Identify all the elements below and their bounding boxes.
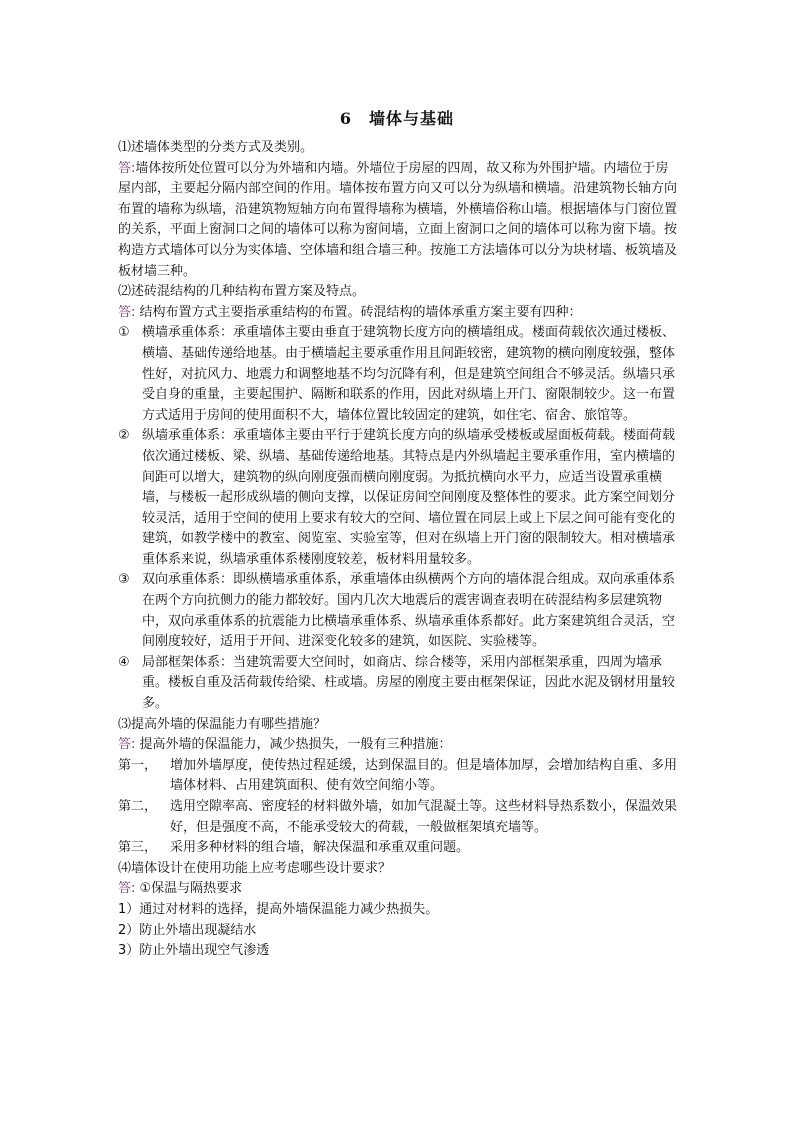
answer-1-text: 墙体按所处位置可以分为外墙和内墙。外墙位于房屋的四周，故又称为外围护墙。内墙位于房屋内部，主要起分隔内部空间的作用。墙体按布置方向又可以分为纵墙和横墙。沿建筑物长轴方向布置的墙称为纵墙，沿建筑物短轴方向布置得墙称为横墙，外横墙俗称山墙。根据墙体与门窗位置的关系，平面上窗洞口之间的墙体可以称为窗间墙，立面上窗洞口之间的墙体可以称为窗下墙。按构造方式墙体可以分为实体墙、空体墙和组合墙三种。按施工方法墙体可以分为块材墙、板筑墙及板材墙三种。: [118, 160, 678, 279]
answer-1: [118, 159, 678, 283]
list-item: [118, 653, 678, 715]
list-item: 1）通过对材料的选择，提高外墙保温能力减少热损失。: [118, 901, 439, 917]
list-text: 纵墙承重体系：承重墙体主要由平行于建筑长度方向的纵墙承受楼板或屋面板荷载。楼面荷载依次通过楼板、梁、纵墙、基础传递给地基。其特点是内外纵墙起主要承重作用，室内横墙的间距可以增大，建筑物的纵向刚度强而横向刚度弱。为抵抗横向水平力，应适当设置承重横墙，与楼板一起形成纵墙的侧向支撑，以保证房间空间刚度及整体性的要求。此方案空间划分较灵活，适用于空间的使用上要求有较大的空间、墙位置在同层上或上下层之间可能有变化的建筑，如教学楼中的教室、阅览室、实验室等，但对在纵墙上开门窗的限制较大。相对横墙承重体系来说，纵墙承重体系楼刚度较差，板材料用量较多。: [142, 428, 676, 567]
list-marker: 第三，: [118, 840, 158, 856]
question-3: ⑶提高外墙的保温能力有哪些措施？: [118, 716, 327, 732]
list-item: [118, 570, 678, 652]
answer-label: 答:: [118, 304, 136, 320]
answer-3: [118, 735, 678, 756]
list-text: 双向承重体系：即纵横墙承重体系，承重墙体由纵横两个方向的墙体混合组成。双向承重体系在两个方向抗侧力的能力都较好。国内几次大地震后的震害调查表明在砖混结构多层建筑物中，双向承重体系的抗震能力比横墙承重体系、纵墙承重体系都好。此方案建筑组合灵活，空间刚度较好，适用于开间、进深变化较多的建筑，如医院、实验楼等。: [142, 572, 676, 650]
page-title: 6 墙体与基础: [339, 109, 455, 128]
answer-2: [118, 303, 678, 324]
list-text: 横墙承重体系：承重墙体主要由垂直于建筑物长度方向的横墙组成。楼面荷载依次通过楼板、横墙、基础传递给地基。由于横墙起主要承重作用且间距较密，建筑物的横向刚度较强，整体性好，对抗风力、地震力和调整地基不均匀沉降有利，但是建筑空间组合不够灵活。纵墙只承受自身的重量，主要起围护、隔断和联系的作用，因此对纵墙上开门、窗限制较少。这一布置方式适用于房间的使用面积不大，墙体位置比较固定的建筑，如住宅、宿舍、旅馆等。: [142, 325, 676, 423]
list-text: 采用多种材料的组合墙，解决保温和承重双重问题。: [170, 840, 470, 856]
list-item: [118, 838, 678, 859]
list-marker: ④: [118, 654, 130, 670]
list-item: [118, 756, 678, 797]
answer-label: 答:: [118, 881, 136, 897]
list-marker: ③: [118, 572, 130, 588]
question-2: ⑵述砖混结构的几种结构布置方案及特点。: [118, 284, 366, 300]
list-text: 局部框架体系：当建筑需要大空间时，如商店、综合楼等，采用内部框架承重，四周为墙承重。楼板自重及活荷载传给梁、柱或墙。房屋的刚度主要由框架保证，因此水泥及钢材用量较多。: [142, 654, 676, 712]
list-item: [118, 426, 678, 570]
answer-3-text: 提高外墙的保温能力，减少热损失，一般有三种措施：: [135, 737, 452, 753]
answer-2-text: 结构布置方式主要指承重结构的布置。砖混结构的墙体承重方案主要有四种：: [135, 304, 582, 320]
list-item: [118, 797, 678, 838]
list-text: 增加外墙厚度，使传热过程延缓，达到保温目的。但是墙体加厚，会增加结构自重、多用墙体材料、占用建筑面积、使有效空间缩小等。: [170, 757, 678, 794]
list-marker: 第一，: [118, 757, 158, 773]
document-body: [118, 138, 678, 962]
list-marker: 第二，: [118, 799, 158, 814]
answer-4-text: ①保温与隔热要求: [135, 881, 243, 897]
list-marker: ①: [118, 325, 130, 341]
answer-4: [118, 879, 678, 900]
list-text: 选用空隙率高、密度轻的材料做外墙，如加气混凝土等。这些材料导热系数小，保温效果好，但是强度不高，不能承受较大的荷载，一般做框架填充墙等。: [170, 799, 678, 835]
list-marker: ②: [118, 428, 130, 444]
question-1: ⑴述墙体类型的分类方式及类别。: [118, 140, 314, 155]
list-item: [118, 323, 678, 426]
list-item: 2）防止外墙出现凝结水: [118, 922, 257, 938]
question-4: ⑷墙体设计在使用功能上应考虑哪些设计要求？: [118, 860, 392, 876]
answer-label: 答:: [118, 737, 136, 753]
list-item: 3）防止外墙出现空气渗透: [118, 943, 270, 959]
answer-label: 答:: [118, 160, 136, 176]
